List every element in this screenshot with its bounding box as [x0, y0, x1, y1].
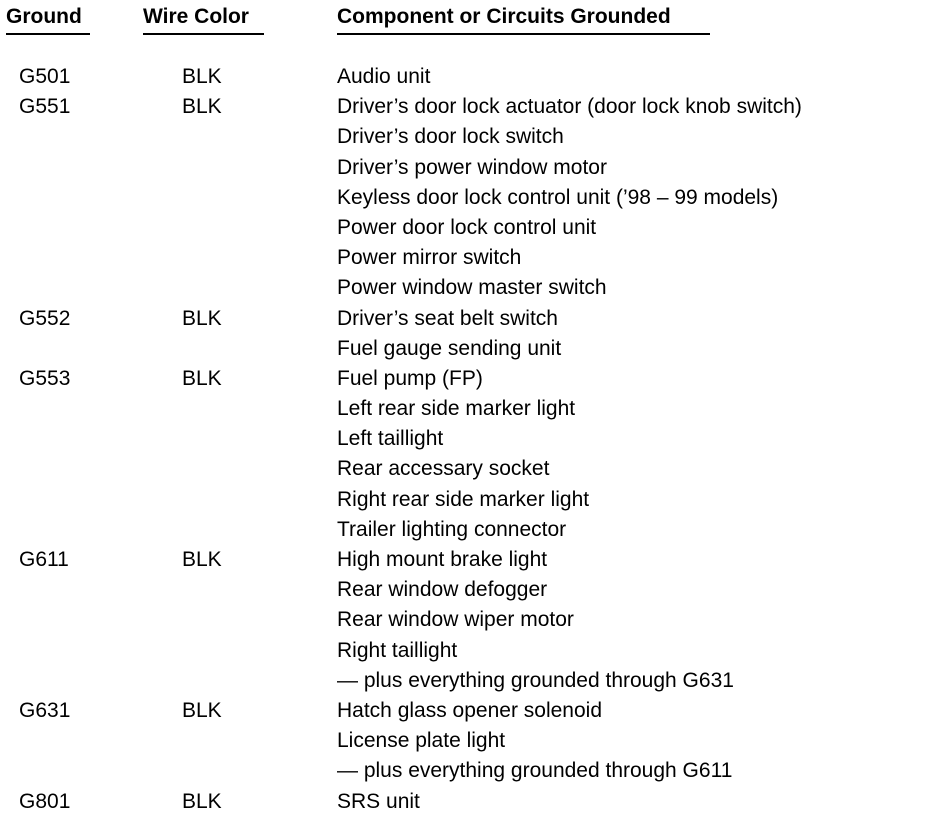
component-cell: Left rear side marker light — [337, 397, 576, 421]
table-row — [0, 605, 928, 635]
component-cell: High mount brake light — [337, 548, 548, 571]
wire-color-cell: BLK — [182, 789, 222, 813]
table-row — [0, 756, 928, 786]
table-row — [0, 213, 928, 243]
ground-cell: G553 — [19, 366, 71, 390]
table-row — [0, 62, 928, 92]
table-row — [0, 304, 928, 334]
component-cell: Driver’s seat belt switch — [337, 306, 558, 330]
table-row — [0, 726, 928, 756]
table-row — [0, 696, 928, 726]
table-row — [0, 485, 928, 515]
table-row — [0, 575, 928, 605]
ground-cell: G801 — [19, 789, 71, 813]
table-row — [0, 364, 928, 394]
table-row — [0, 183, 928, 213]
table-row — [0, 153, 928, 183]
component-cell: Left taillight — [337, 427, 444, 451]
table-row — [0, 122, 928, 152]
component-cell: License plate light — [337, 729, 506, 753]
wire-color-cell: BLK — [182, 548, 222, 571]
header-wire-color: Wire Color — [143, 5, 249, 28]
component-cell: Driver’s door lock actuator (door lock knob switch) — [337, 95, 802, 119]
component-cell: Driver’s power window motor — [337, 155, 607, 179]
table-row — [0, 273, 928, 303]
table-row — [0, 666, 928, 696]
component-cell: Right rear side marker light — [337, 487, 590, 511]
wire-color-cell: BLK — [182, 306, 222, 330]
component-cell: Fuel gauge sending unit — [337, 336, 562, 360]
wire-color-cell: BLK — [182, 366, 222, 390]
component-cell: Rear window wiper motor — [337, 608, 574, 632]
table-row — [0, 636, 928, 666]
component-cell: Power mirror switch — [337, 246, 522, 270]
component-cell: Power door lock control unit — [337, 215, 597, 239]
wire-color-cell: BLK — [182, 95, 222, 119]
header-component: Component or Circuits Grounded — [337, 5, 671, 28]
table-row — [0, 515, 928, 545]
table-row — [0, 394, 928, 424]
component-cell: Driver’s door lock switch — [337, 125, 564, 149]
header-ground-underline — [6, 33, 90, 35]
table-row — [0, 92, 928, 122]
component-cell: Right taillight — [337, 638, 458, 662]
table-row — [0, 454, 928, 484]
component-cell: Hatch glass opener solenoid — [337, 698, 603, 722]
component-cell: Audio unit — [337, 65, 431, 88]
component-cell: Trailer lighting connector — [337, 517, 567, 541]
wire-color-cell: BLK — [182, 698, 222, 722]
table-row — [0, 424, 928, 454]
component-cell: Rear accessary socket — [337, 457, 550, 481]
wire-color-cell: BLK — [182, 65, 222, 88]
component-cell: — plus everything grounded through G611 — [337, 759, 733, 783]
component-cell: Keyless door lock control unit (’98 – 99 models) — [337, 185, 779, 209]
component-cell: — plus everything grounded through G631 — [337, 668, 734, 692]
table-row — [0, 243, 928, 273]
ground-cell: G631 — [19, 698, 71, 722]
table-row — [0, 334, 928, 364]
table-row — [0, 545, 928, 575]
header-ground: Ground — [6, 5, 82, 28]
ground-cell: G552 — [19, 306, 71, 330]
component-cell: Fuel pump (FP) — [337, 366, 483, 390]
table-body — [0, 62, 928, 817]
header-wire-color-underline — [143, 33, 264, 35]
header-component-underline — [337, 33, 710, 35]
component-cell: Rear window defogger — [337, 578, 548, 602]
ground-cell: G611 — [19, 548, 69, 571]
ground-cell: G551 — [19, 95, 71, 119]
ground-cell: G501 — [19, 65, 71, 88]
component-cell: SRS unit — [337, 789, 420, 813]
component-cell: Power window master switch — [337, 276, 607, 300]
table-row — [0, 787, 928, 817]
